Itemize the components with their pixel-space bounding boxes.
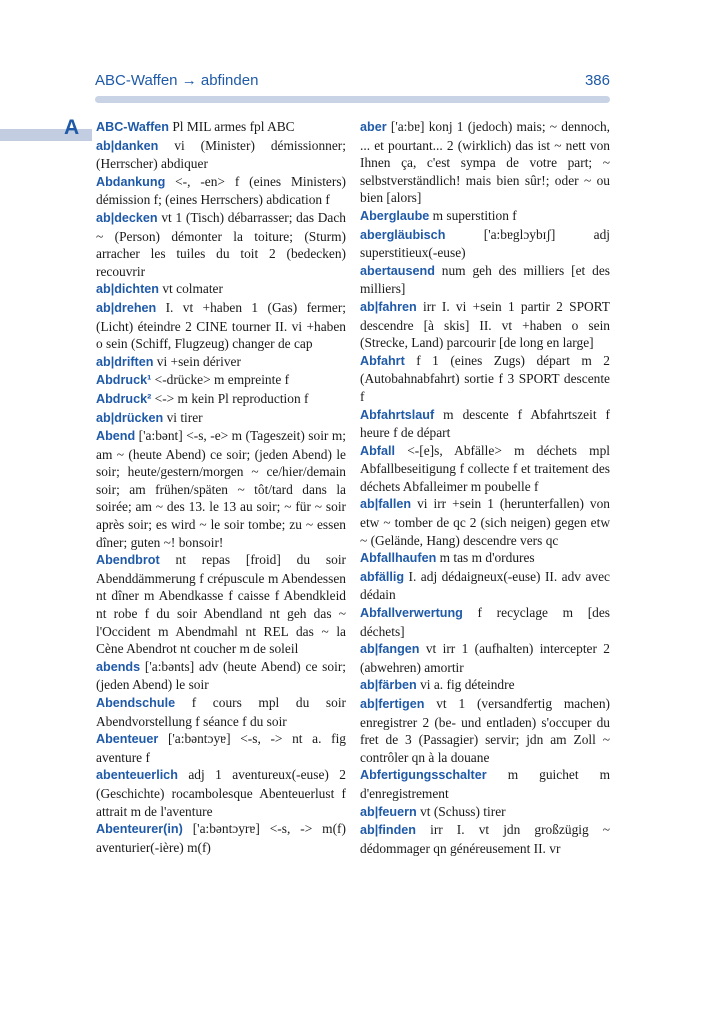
- headword: Abend: [96, 429, 136, 444]
- headword: Abdruck²: [96, 391, 152, 406]
- dictionary-entry: [96, 409, 346, 428]
- headword: Abenteuer: [96, 732, 159, 747]
- headword: ABC-Waffen: [96, 120, 169, 134]
- entry-text: f cours mpl du soir Abendvorstellung f séance f du soir: [96, 695, 346, 729]
- headword: abertausend: [360, 263, 435, 278]
- dictionary-entry: [96, 209, 346, 280]
- headword: Aberglaube: [360, 208, 430, 223]
- dictionary-entry: [96, 427, 346, 551]
- entry-text: irr I. vi +sein 1 partir 2 SPORT descendre [à skis] II. vt +haben o sein (Strecke, Land) parcourir [de long en large]: [360, 298, 610, 351]
- headword: ab|driften: [96, 354, 154, 369]
- dictionary-entry: [96, 353, 346, 372]
- entry-text: m superstition f: [432, 207, 517, 223]
- headword: abfällig: [360, 569, 405, 584]
- dictionary-entry: [96, 280, 346, 299]
- entry-text: vi a. fig déteindre: [420, 677, 515, 693]
- headword: ab|drehen: [96, 300, 157, 315]
- entry-text: ['a:bənt] <-s, -e> m (Tageszeit) soir m; am ~ (heute Abend) ce soir; (jeden Abend) le soir; heute/gestern/morgen ~ ce/hier/demain soir; am frühen/späten ~ tôt/tard dans la soirée; am ~ des 13. le 13 au soir; ~ für ~ soir après soir; es wird ~ le soir tombe; zu ~ essen dîner; guten ~! bonsoir!: [96, 428, 346, 550]
- entry-text: f recyclage m [des déchets]: [360, 605, 610, 639]
- headword: Abfahrt: [360, 353, 405, 368]
- entry-text: f 1 (eines Zugs) départ m 2 (Autobahnabfahrt) sortie f 3 SPORT descente f: [360, 352, 610, 404]
- entry-text: <-, -en> f (eines Ministers) démission f; (eines Herrschers) abdication f: [96, 173, 346, 208]
- headword: Abfahrtslauf: [360, 407, 435, 422]
- dictionary-entry: [96, 730, 346, 766]
- dictionary-entry: [360, 495, 610, 549]
- headword: ab|feuern: [360, 804, 417, 819]
- entry-text: ['a:bɐ] konj 1 (jedoch) mais; ~ dennoch, ... et pourtant... 2 (wirklich) das ist ~ nett von Ihnen ça, c'est sympa de votre part; ~ selbstverständlich! mais bien sûr!; oder ~ ou bien [alors]: [360, 119, 610, 206]
- headword: Abfallhaufen: [360, 551, 437, 566]
- headword: ab|decken: [96, 210, 158, 225]
- entry-text: vt 1 (versandfertig machen) enregistrer 2 (be- und entladen) s'occuper du fret de 3 (Passagier) servir; jdn am Zoll ~ contrôler qn à la douane: [360, 696, 610, 765]
- thumb-index-letter: A: [64, 116, 80, 139]
- dictionary-entry: [360, 640, 610, 676]
- entry-text: ['a:bɐglɔybɪʃ] adj superstitieux(-euse): [360, 226, 610, 261]
- entry-text: vt colmater: [162, 281, 223, 297]
- entry-text: I. adj dédaigneux(-euse) II. adv avec dédain: [360, 568, 610, 603]
- dictionary-entry: [96, 390, 346, 409]
- entry-text: vt 1 (Tisch) débarrasser; das Dach ~ (Person) démonter la toiture; (Sturm) arracher les tuiles du toit 2 (bedecken) recouvrir: [96, 209, 346, 279]
- entry-text: <-[e]s, Abfälle> m déchets mpl Abfallbeseitigung f collecte f et traitement des déchets Abfalleimer m poubelle f: [360, 442, 610, 494]
- entry-text: vi tirer: [166, 409, 203, 425]
- entry-text: vi (Minister) démissionner; (Herrscher) abdiquer: [96, 137, 346, 172]
- entry-text: ['a:bənts] adv (heute Abend) ce soir; (jeden Abend) le soir: [96, 658, 346, 693]
- headword: Abdruck¹: [96, 373, 152, 388]
- entry-text: vt irr 1 (aufhalten) intercepter 2 (abwehren) amortir: [360, 641, 610, 675]
- dictionary-entry: [96, 820, 346, 856]
- dictionary-entry: [360, 352, 610, 406]
- headword: ab|fangen: [360, 642, 420, 657]
- entry-text: m guichet m d'enregistrement: [360, 767, 610, 801]
- headword: ab|finden: [360, 823, 416, 838]
- header-rule: [95, 96, 610, 103]
- entry-text: adj 1 aventureux(-euse) 2 (Geschichte) rocambolesque Abenteuerlust f attrait m de l'aventure: [96, 767, 346, 819]
- headword: Abendbrot: [96, 553, 160, 568]
- entry-text: vi irr +sein 1 (herunterfallen) von etw ~ tomber de qc 2 (sich neigen) gegen etw ~ (Gelände, Hang) descendre vers qc: [360, 496, 610, 548]
- headword: ab|fertigen: [360, 697, 425, 711]
- entry-text: num geh des milliers [et des milliers]: [360, 262, 610, 297]
- dictionary-entry: [360, 207, 610, 226]
- entry-text: ['a:bəntɔyrɐ] <-s, -> m(f) aventurier(-ière) m(f): [96, 821, 346, 855]
- dictionary-entry: [360, 568, 610, 604]
- entry-text: m tas m d'ordures: [439, 550, 535, 566]
- dictionary-entry: [360, 604, 610, 640]
- headword: ab|drücken: [96, 410, 164, 425]
- headword: ab|danken: [96, 138, 159, 153]
- headword: ab|dichten: [96, 282, 159, 297]
- entry-text: <-drücke> m empreinte f: [154, 372, 290, 388]
- dictionary-entry: [360, 766, 610, 802]
- headword: Abdankung: [96, 174, 166, 189]
- running-header-title: ABC-Waffen → abfinden: [95, 72, 259, 89]
- dictionary-entry: [360, 803, 610, 822]
- dictionary-entry: [360, 406, 610, 442]
- headword: Abfallverwertung: [360, 606, 463, 621]
- entry-text: vt (Schuss) tirer: [420, 803, 506, 819]
- dictionary-entry: [96, 137, 346, 173]
- entry-text: Pl MIL armes fpl ABC: [172, 119, 295, 134]
- dictionary-entry: [96, 173, 346, 209]
- dictionary-entry: [360, 118, 610, 207]
- entry-text: m descente f Abfahrtszeit f heure f de départ: [360, 406, 610, 441]
- headword: abergläubisch: [360, 227, 446, 242]
- dictionary-entry: [96, 658, 346, 694]
- dictionary-entry: [96, 551, 346, 658]
- dictionary-entry: [360, 226, 610, 262]
- entry-text: I. vt +haben 1 (Gas) fermer; (Licht) éteindre 2 CINE tourner II. vi +haben o sein (Schiff, Flugzeug) changer de cap: [96, 299, 346, 352]
- dictionary-entry: [360, 298, 610, 352]
- dictionary-entry: [360, 676, 610, 695]
- dictionary-entry: [360, 549, 610, 568]
- headword: Abfall: [360, 443, 395, 458]
- headword: Abenteurer(in): [96, 822, 183, 837]
- dictionary-entry: [96, 299, 346, 353]
- dictionary-entry: [360, 262, 610, 298]
- entry-text: nt repas [froid] du soir Abenddämmerung f crépuscule m Abendessen nt dîner m Abendkasse f caisse f Abendkleid nt robe f du soir Abendland nt geh das ~ l'Occident m Abendmahl nt REL das ~ la Cène Abendrot nt coucher m de soleil: [96, 552, 347, 657]
- headword: ab|fallen: [360, 497, 412, 512]
- headword: ab|färben: [360, 678, 417, 693]
- dictionary-entry: [360, 442, 610, 496]
- entry-text: irr I. vt jdn großzügig ~ dédommager qn généreusement II. vr: [360, 822, 611, 856]
- headword: Abfertigungsschalter: [360, 768, 487, 783]
- entry-text: ['a:bəntɔyɐ] <-s, -> nt a. fig aventure f: [96, 731, 346, 765]
- entry-text: vi +sein dériver: [156, 353, 241, 369]
- page-number: 386: [584, 72, 610, 89]
- dictionary-entry: [96, 118, 346, 137]
- dictionary-entry: [360, 695, 610, 766]
- headword: Abendschule: [96, 696, 176, 710]
- dictionary-entry: [96, 766, 346, 820]
- headword: ab|fahren: [360, 299, 417, 314]
- entry-text: <-> m kein Pl reproduction f: [154, 390, 309, 406]
- dictionary-entry: [96, 371, 346, 390]
- right-column: [360, 118, 610, 857]
- headword: aber: [360, 120, 387, 134]
- dictionary-entry: [360, 821, 610, 857]
- dictionary-entry: [96, 694, 346, 730]
- left-column: [96, 118, 346, 856]
- headword: abenteuerlich: [96, 768, 178, 783]
- headword: abends: [96, 659, 141, 674]
